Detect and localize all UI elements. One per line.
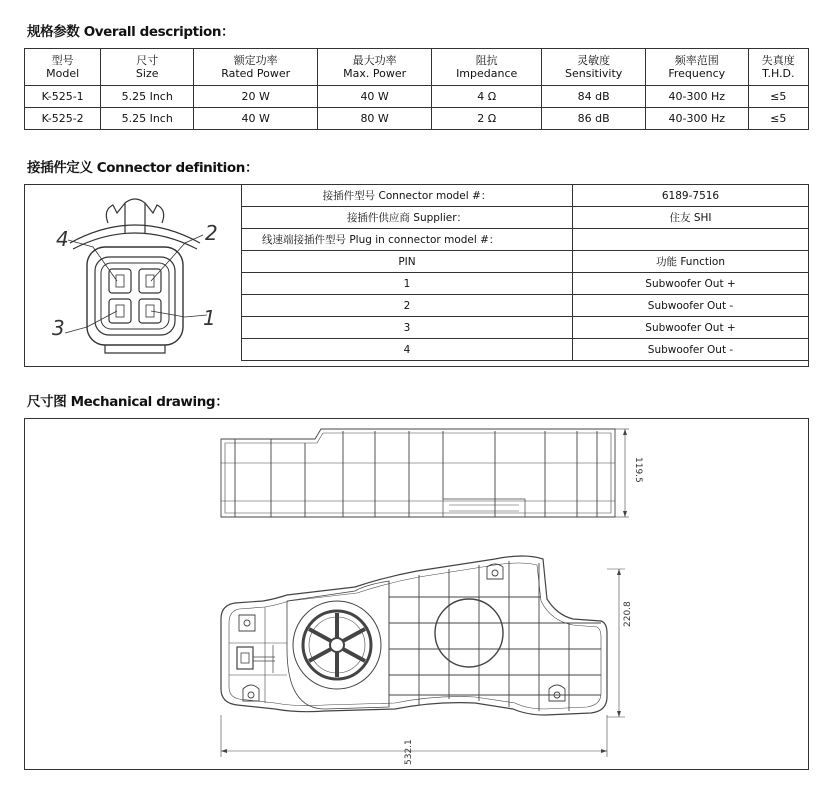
pin-header-row [242,251,809,273]
pin-function: Subwoofer Out + [573,317,809,339]
spec-cell: ≤5 [748,86,808,108]
spec-cell: 5.25 Inch [101,108,194,130]
spec-header-cell [194,49,318,86]
spec-header-cell [25,49,101,86]
spec-cell: 40 W [194,108,318,130]
spec-header-en: Frequency [668,67,726,80]
mechanical-drawing [24,418,809,770]
spec-header-en: T.H.D. [762,67,795,80]
pin-number: 3 [242,317,573,339]
spec-header-en: Sensitivity [565,67,623,80]
pin-number: 4 [242,339,573,361]
spec-cell: 40-300 Hz [645,86,748,108]
spec-cell: ≤5 [748,108,808,130]
spec-cell: 4 Ω [431,86,542,108]
pin-header: PIN [242,251,573,273]
pin-row [242,273,809,295]
spec-table-header-row [25,49,809,86]
spec-table [24,48,809,130]
spec-header-cn: 尺寸 [136,54,159,67]
plug-model-label: 线速端接插件型号 Plug in connector model #： [242,229,573,251]
spec-header-en: Impedance [456,67,518,80]
supplier-value: 住友 SHI [573,207,809,229]
spec-cell: 2 Ω [431,108,542,130]
spec-cell: K-525-2 [25,108,101,130]
spec-row [25,108,809,130]
mechanical-drawing-title: 尺寸图 Mechanical drawing： [27,394,229,410]
spec-header-en: Size [135,67,159,80]
supplier-label: 接插件供应商 Supplier： [242,207,573,229]
spec-header-cn: 额定功率 [233,54,278,67]
spec-cell: 5.25 Inch [101,86,194,108]
connector-definition-title: 接插件定义 Connector definition： [27,160,259,176]
connector-table [241,184,809,361]
function-header: 功能 Function [573,251,809,273]
callout-1: 1 [203,306,216,330]
pin-row [242,339,809,361]
spec-header-cn: 失真度 [761,54,795,67]
callout-4: 4 [56,227,69,251]
spec-header-en: Rated Power [221,67,291,80]
spec-header-cn: 阻抗 [475,54,498,67]
spec-header-cell [542,49,645,86]
pin-row [242,295,809,317]
pin-function: Subwoofer Out - [573,295,809,317]
spec-row [25,86,809,108]
supplier-row [242,207,809,229]
pin-number: 2 [242,295,573,317]
connector-diagram [25,185,242,366]
pin-function: Subwoofer Out - [573,339,809,361]
spec-cell: 40-300 Hz [645,108,748,130]
spec-cell: 84 dB [542,86,645,108]
spec-header-cell [318,49,432,86]
spec-header-en: Max. Power [343,67,407,80]
callout-3: 3 [52,316,65,340]
spec-header-cn: 频率范围 [674,54,719,67]
spec-header-cell [748,49,808,86]
spec-header-cn: 型号 [51,54,74,67]
connector-model-label: 接插件型号 Connector model #： [242,185,573,207]
spec-cell: 40 W [318,86,432,108]
mechanical-drawing-svg [25,419,808,769]
spec-header-cn: 灵敏度 [577,54,611,67]
spec-cell: K-525-1 [25,86,101,108]
pin-row [242,317,809,339]
spec-header-cn: 最大功率 [352,54,397,67]
spec-table-body [25,86,809,130]
pin-number: 1 [242,273,573,295]
callout-2: 2 [205,221,218,245]
spec-cell: 86 dB [542,108,645,130]
width-dimension: 220.8 [623,601,633,627]
length-dimension: 532.1 [404,739,414,765]
spec-cell: 80 W [318,108,432,130]
overall-description-title: 规格参数 Overall description： [27,24,235,40]
spec-header-en: Model [46,67,80,80]
connector-model-row [242,185,809,207]
spec-header-cell [431,49,542,86]
spec-header-cell [645,49,748,86]
spec-header-cell [101,49,194,86]
plug-model-row [242,229,809,251]
connector-model-value: 6189-7516 [573,185,809,207]
height-dimension: 119.5 [633,457,643,483]
plug-model-value [573,229,809,251]
pin-function: Subwoofer Out + [573,273,809,295]
spec-cell: 20 W [194,86,318,108]
